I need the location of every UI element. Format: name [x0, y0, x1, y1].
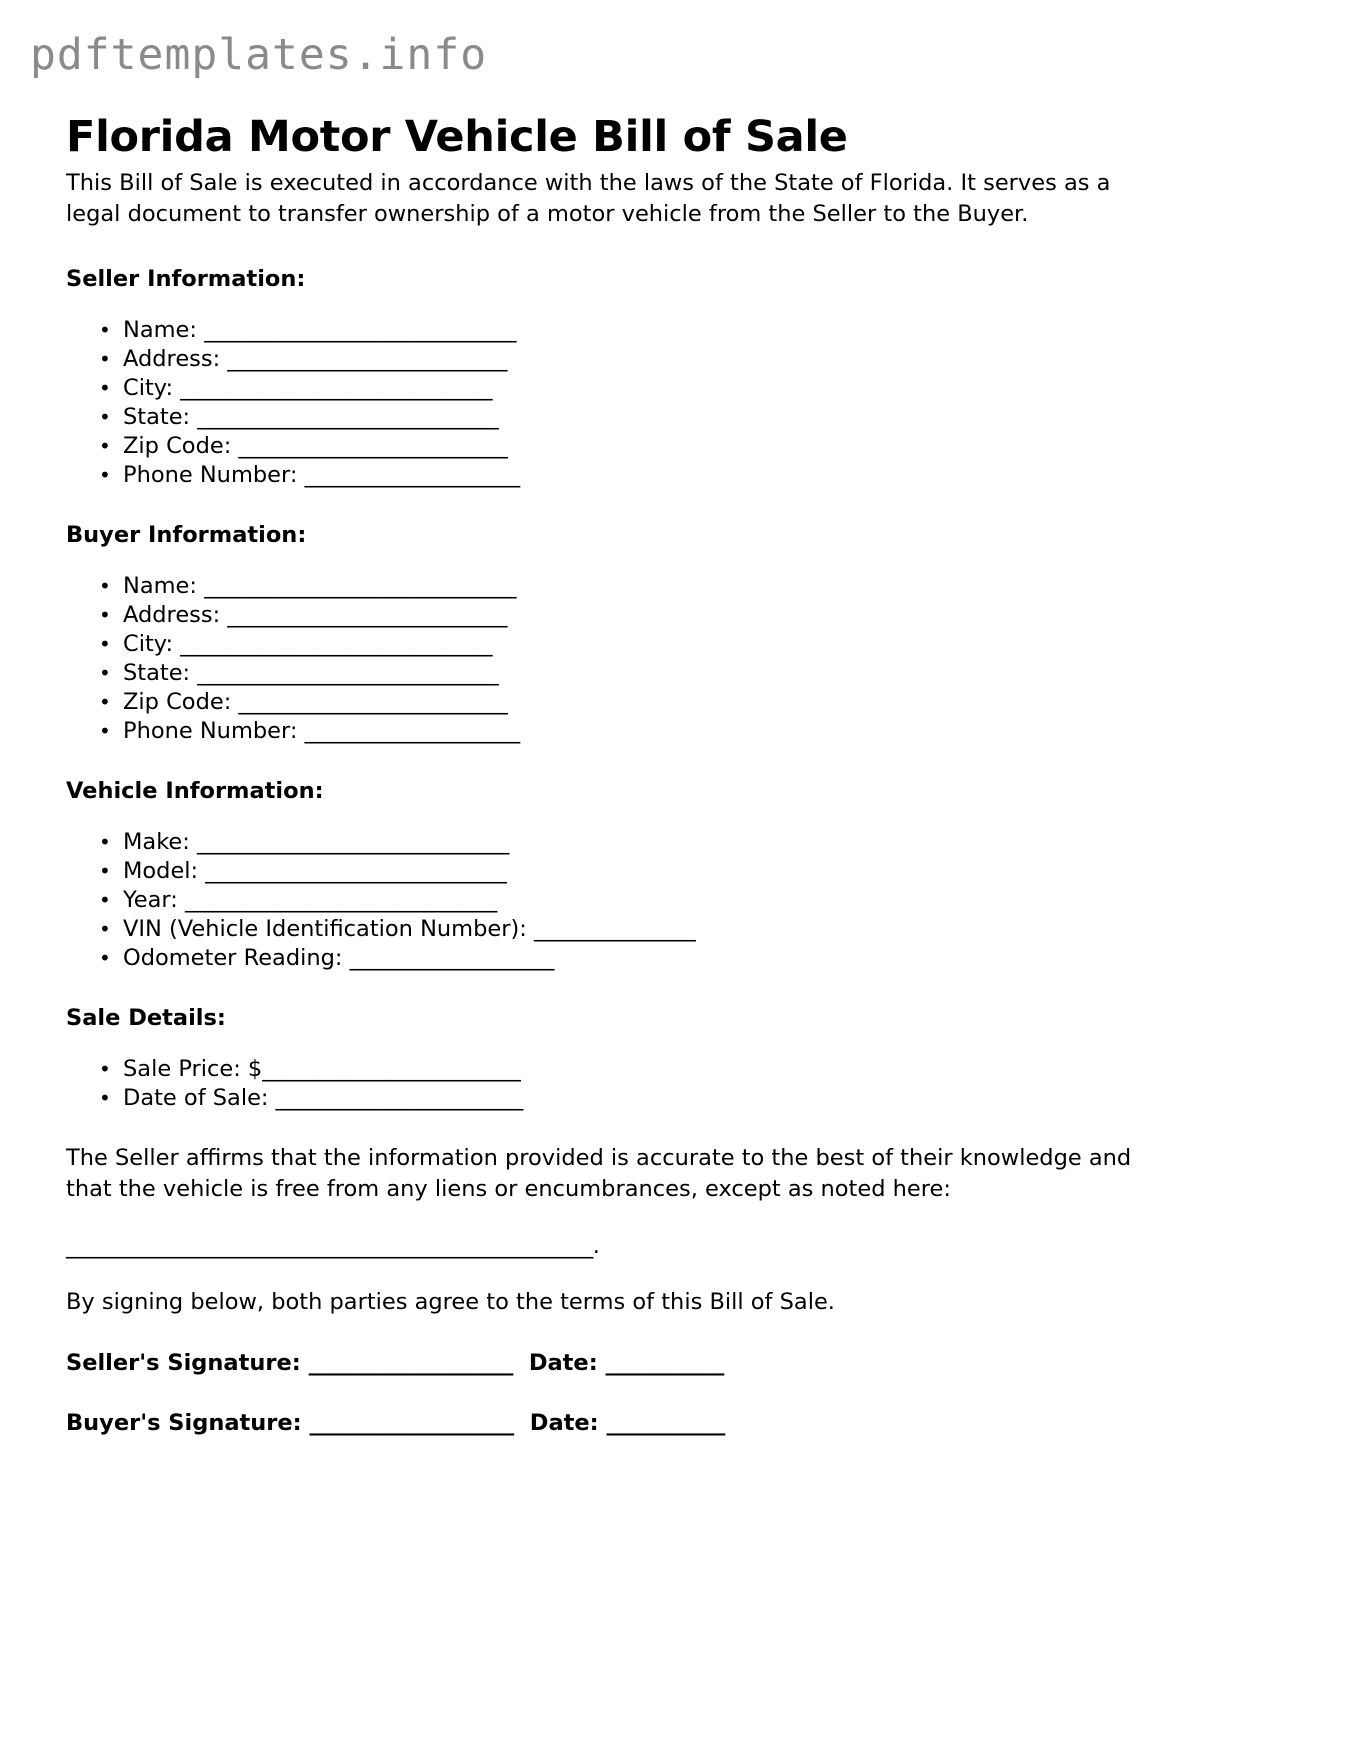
- list-item: [123, 345, 1156, 374]
- field-label: Date of Sale:: [123, 1085, 269, 1111]
- list-item: [123, 1084, 1156, 1113]
- field-label: Phone Number:: [123, 718, 298, 744]
- list-item: [123, 944, 1156, 973]
- list-item: [123, 601, 1156, 630]
- field-label: City:: [123, 631, 174, 657]
- buyer-signature-label: Buyer's Signature:: [66, 1410, 302, 1436]
- field-label: Name:: [123, 317, 197, 343]
- field-label: Name:: [123, 573, 197, 599]
- field-label: Sale Price: $: [123, 1056, 263, 1082]
- list-item: [123, 915, 1156, 944]
- field-label: Address:: [123, 602, 221, 628]
- field-blank[interactable]: _____________________________: [197, 829, 509, 855]
- list-item: [123, 688, 1156, 717]
- list-item: [123, 717, 1156, 746]
- field-label: Model:: [123, 858, 199, 884]
- field-blank[interactable]: _____________________________: [184, 887, 497, 913]
- list-item: [123, 1055, 1156, 1084]
- affirmation-paragraph: The Seller affirms that the information provided is accurate to the best of their knowledge and that the vehicle is free from any liens or encumbrances, except as noted here:: [66, 1145, 1132, 1202]
- field-label: Year:: [123, 887, 178, 913]
- field-blank[interactable]: _________________________: [238, 433, 508, 459]
- agreement-paragraph: By signing below, both parties agree to the terms of this Bill of Sale.: [66, 1289, 835, 1315]
- list-item: [123, 630, 1156, 659]
- field-label: Zip Code:: [123, 689, 232, 715]
- liens-blank-line[interactable]: _________________________________________________.: [66, 1233, 600, 1259]
- buyer-date-blank[interactable]: ___________: [606, 1410, 725, 1436]
- section-heading-vehicle: Vehicle Information:: [66, 778, 324, 804]
- buyer-date-label: Date:: [529, 1410, 599, 1436]
- seller-date-label: Date:: [528, 1350, 598, 1376]
- section-heading-seller: Seller Information:: [66, 266, 306, 292]
- field-blank[interactable]: ____________________________: [197, 404, 499, 430]
- buyer-field-list: [66, 572, 1156, 746]
- list-item: [123, 316, 1156, 345]
- list-item: [123, 461, 1156, 490]
- sale-details-field-list: [66, 1055, 1156, 1113]
- seller-date-blank[interactable]: ___________: [605, 1350, 724, 1376]
- field-label: VIN (Vehicle Identification Number):: [123, 916, 527, 942]
- page-title: Florida Motor Vehicle Bill of Sale: [66, 111, 848, 162]
- field-label: State:: [123, 660, 191, 686]
- field-label: Zip Code:: [123, 433, 232, 459]
- field-label: Address:: [123, 346, 221, 372]
- field-blank[interactable]: ____________________________: [197, 660, 499, 686]
- seller-signature-label: Seller's Signature:: [66, 1350, 301, 1376]
- intro-paragraph: This Bill of Sale is executed in accordance with the laws of the State of Florida. It serves as a legal document to transfer ownership of a motor vehicle from the Seller to the Buyer.: [66, 170, 1111, 227]
- field-blank[interactable]: ____________________: [304, 718, 520, 744]
- field-blank[interactable]: _______________________: [275, 1085, 523, 1111]
- field-blank[interactable]: _____________________________: [180, 631, 492, 657]
- list-item: [123, 432, 1156, 461]
- field-blank[interactable]: _____________________________: [204, 573, 516, 599]
- watermark-pdftemplates: pdftemplates.info: [30, 30, 488, 80]
- list-item: [123, 403, 1156, 432]
- field-blank[interactable]: ____________________: [304, 462, 520, 488]
- field-blank[interactable]: _______________: [533, 916, 696, 942]
- list-item: [123, 374, 1156, 403]
- seller-field-list: [66, 316, 1156, 490]
- field-label: Odometer Reading:: [123, 945, 343, 971]
- field-blank[interactable]: _____________________________: [180, 375, 492, 401]
- field-label: Make:: [123, 829, 190, 855]
- field-blank[interactable]: ___________________: [349, 945, 554, 971]
- document-body: [66, 168, 1156, 1438]
- field-label: Phone Number:: [123, 462, 298, 488]
- list-item: [123, 828, 1156, 857]
- buyer-signature-row: [66, 1408, 1156, 1438]
- field-blank[interactable]: ____________________________: [205, 858, 507, 884]
- list-item: [123, 886, 1156, 915]
- list-item: [123, 857, 1156, 886]
- field-label: City:: [123, 375, 174, 401]
- list-item: [123, 572, 1156, 601]
- field-blank[interactable]: __________________________: [227, 346, 507, 372]
- field-blank[interactable]: ________________________: [262, 1056, 521, 1082]
- list-item: [123, 659, 1156, 688]
- section-heading-buyer: Buyer Information:: [66, 522, 307, 548]
- field-blank[interactable]: _____________________________: [204, 317, 516, 343]
- field-blank[interactable]: __________________________: [227, 602, 507, 628]
- field-blank[interactable]: _________________________: [238, 689, 508, 715]
- field-label: State:: [123, 404, 191, 430]
- section-heading-sale-details: Sale Details:: [66, 1005, 226, 1031]
- vehicle-field-list: [66, 828, 1156, 973]
- seller-signature-blank[interactable]: ___________________: [308, 1350, 513, 1376]
- buyer-signature-blank[interactable]: ___________________: [309, 1410, 514, 1436]
- seller-signature-row: [66, 1348, 1156, 1378]
